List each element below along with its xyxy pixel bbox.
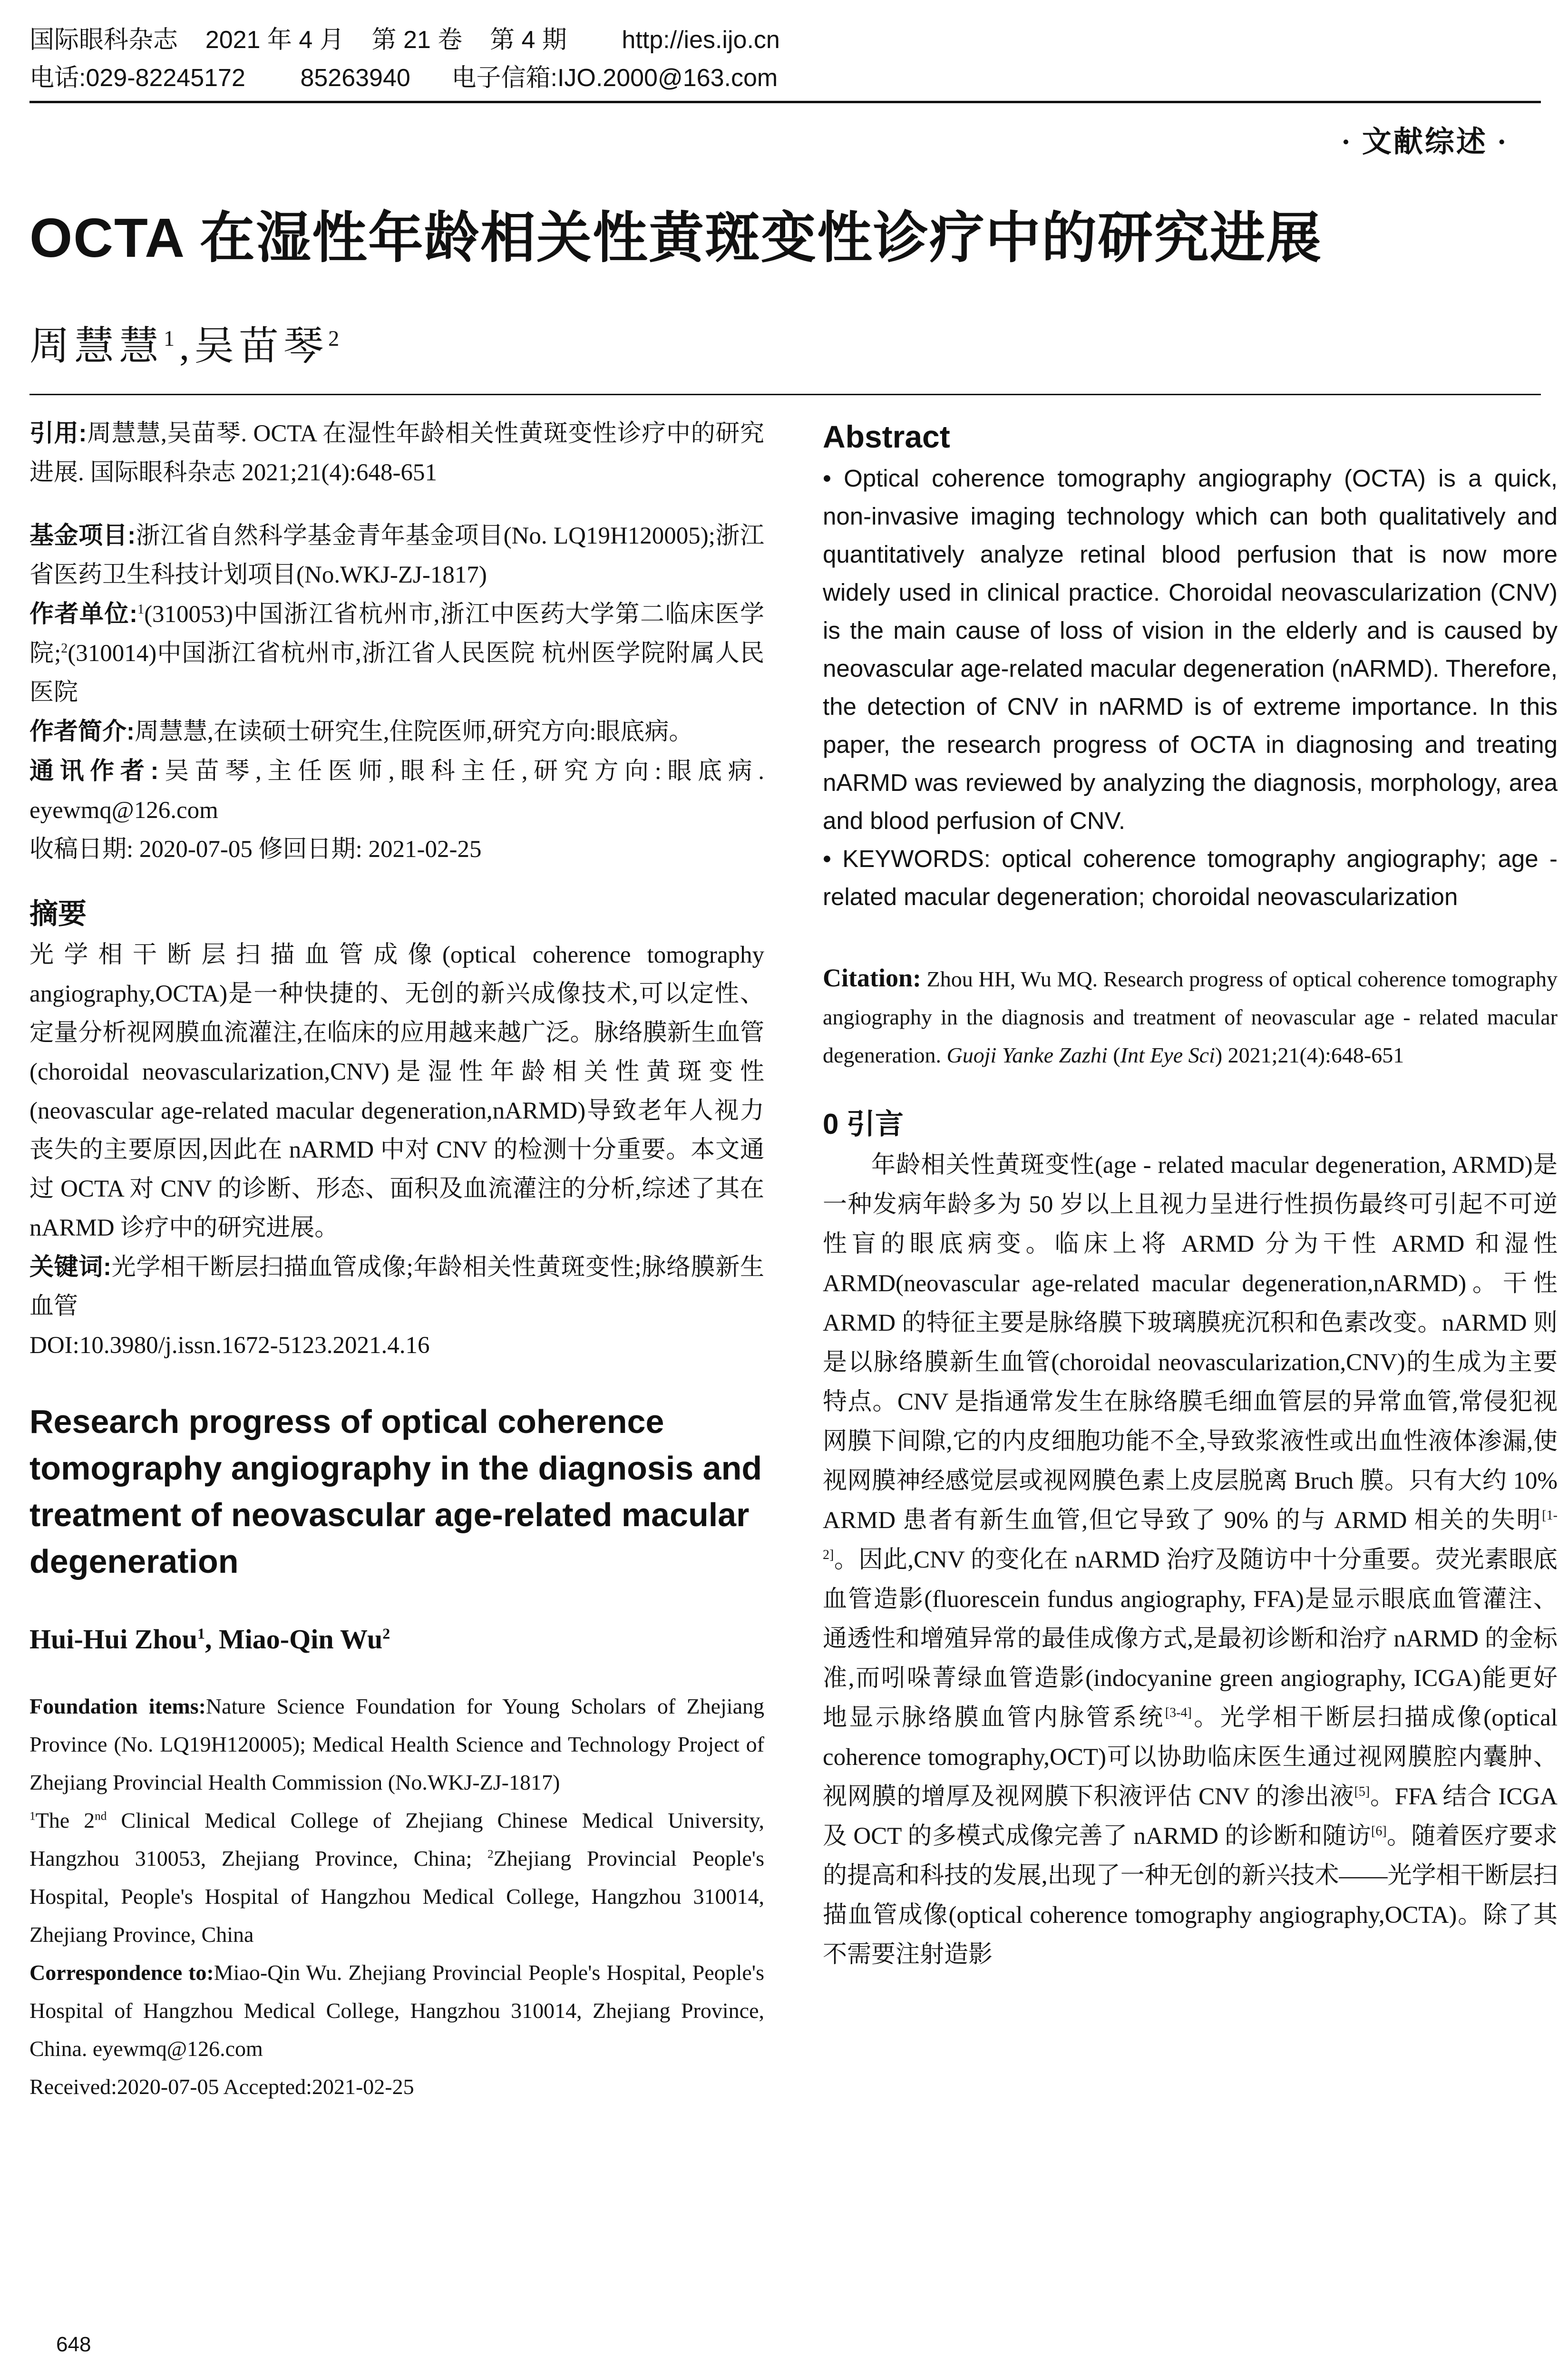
title-rule (29, 394, 1541, 395)
author-2-affil: 2 (328, 326, 344, 351)
citation-en: Citation: Zhou HH, Wu MQ. Research progress of optical coherence tomography angiography in the diagnosis and treatment of neovascular age - related macular degeneration. Guoji Yanke Zazhi (Int Eye Sci) 2021;21(4):648-651 (823, 964, 1558, 1067)
ref-6: [6] (1371, 1824, 1387, 1839)
intro-paragraph: 年龄相关性黄斑变性(age - related macular degeneration, ARMD)是一种发病年龄多为 50 岁以上且视力呈进行性损伤最终可引起不可逆性盲的眼底病变。临床上将 ARMD 分为干性 ARMD 和湿性 ARMD(neovascular age-related macular degeneration,nARMD)。干性 ARMD 的特征主要是脉络膜下玻璃膜疣沉积和色素改变。nARMD 则是以脉络膜新生血管(choroidal neovascularization,CNV)的生成为主要特点。CNV 是指通常发生在脉络膜毛细血管层的异常血管,常侵犯视网膜下间隙,它的内皮细胞功能不全,导致浆液性或出血性液体渗漏,使视网膜神经感觉层或视网膜色素上皮层脱离 Bruch 膜。只有大约 10% ARMD 患者有新生血管,但它导致了 90% 的与 ARMD 相关的失明[1-2]。因此,CNV 的变化在 nARMD 治疗及随访中十分重要。荧光素眼底血管造影(fluorescein fundus angiography, FFA)是显示眼底血管灌注、通透性和增殖异常的最佳成像方式,是最初诊断和治疗 nARMD 的金标准,而吲哚菁绿血管造影(indocyanine green angiography, ICGA)能更好地显示脉络膜血管内脉管系统[3-4]。光学相干断层扫描成像(optical coherence tomography,OCT)可以协助临床医生通过视网膜腔内囊肿、视网膜的增厚及视网膜下积液评估 CNV 的渗出液[5]。FFA 结合 ICGA 及 OCT 的多模式成像完善了 nARMD 的诊断和随访[6]。随着医疗要求的提高和科技的发展,出现了一种无创的新兴技术——光学相干断层扫描血管成像(optical coherence tomography angiography,OCTA)。除了其不需要注射造影 (823, 1152, 1558, 1968)
english-title: Research progress of optical coherence tomography angiography in the diagnosis and treatment of neovascular age-related macular degeneration (29, 1403, 762, 1580)
author-separator: , (179, 324, 195, 369)
foundation-en: Foundation items:Nature Science Foundation for Young Scholars of Zhejiang Province (No. LQ19H120005); Medical Health Science and Technology Project of Zhejiang Provincial Health Commission (No.WKJ-ZJ-1817) (29, 1694, 764, 1794)
affiliation-zh: 作者单位:$^1$(310053)中国浙江省杭州市,浙江中医药大学第二临床医学院;$^2$(310014)中国浙江省杭州市,浙江省人民医院 杭州医学院附属人民医院 (29, 600, 764, 706)
journal-header-line1: 国际眼科杂志 2021 年 4 月 第 21 卷 第 4 期 http://ies.ijo.cn (29, 26, 780, 54)
ref-1-2: [1-2] (823, 1508, 1558, 1562)
abstract-text-zh: 光学相干断层扫描血管成像(optical coherence tomography angiography,OCTA)是一种快捷的、无创的新兴成像技术,可以定性、定量分析视网膜血流灌注,在临床的应用越来越广泛。脉络膜新生血管(choroidal neovascularization,CNV)是湿性年龄相关性黄斑变性(neovascular age-related macular degeneration,nARMD)导致老年人视力丧失的主要原因,因此在 nARMD 中对 CNV 的检测十分重要。本文通过 OCTA 对 CNV 的诊断、形态、面积及血流灌注的分析,综述了其在 nARMD 诊疗中的研究进展。 (29, 942, 764, 1241)
keywords-en: • KEYWORDS: optical coherence tomography angiography; age - related macular degeneration; choroidal neovascularization (823, 845, 1558, 910)
author-2: 吴苗琴 (194, 324, 329, 369)
abstract-heading-zh: 摘要 (29, 898, 87, 930)
abstract-heading-en: Abstract (823, 419, 950, 454)
doi: DOI:10.3980/j.issn.1672-5123.2021.4.16 (29, 1332, 430, 1359)
section-label: · 文献综述 · (1341, 126, 1509, 158)
correspondence-zh: 通讯作者:吴苗琴,主任医师,眼科主任,研究方向:眼底病. eyewmq@126.com (29, 757, 765, 824)
dates-zh: 收稿日期: 2020-07-05 修回日期: 2021-02-25 (29, 836, 482, 863)
author-bio-zh: 作者简介:周慧慧,在读硕士研究生,住院医师,研究方向:眼底病。 (29, 718, 693, 745)
english-authors: Hui-Hui Zhou$^1$, Miao-Qin Wu$^2$ (29, 1624, 390, 1655)
journal-header-line2: 电话:029-82245172 85263940 电子信箱:IJO.2000@163.com (29, 64, 778, 92)
left-column (29, 414, 764, 2106)
authors (29, 314, 344, 371)
foundation-zh: 基金项目:浙江省自然科学基金青年基金项目(No. LQ19H120005);浙江省医药卫生科技计划项目(No.WKJ-ZJ-1817) (29, 522, 764, 588)
right-column (823, 414, 1558, 1975)
ref-3-4: [3-4] (1165, 1705, 1192, 1720)
citation-zh: 引用:周慧慧,吴苗琴. OCTA 在湿性年龄相关性黄斑变性诊疗中的研究进展. 国际眼科杂志 2021;21(4):648-651 (29, 419, 765, 486)
correspondence-en: Correspondence to:Miao-Qin Wu. Zhejiang Provincial People's Hospital, People's Hospital of Hangzhou Medical College, Hangzhou 310014, Zhejiang Province, China. eyewmq@126.com (29, 1960, 764, 2061)
author-1: 周慧慧 (29, 324, 164, 369)
article-title: OCTA 在湿性年龄相关性黄斑变性诊疗中的研究进展 (29, 207, 1322, 269)
intro-heading: 0 引言 (823, 1108, 904, 1140)
author-1-affil: 1 (164, 326, 180, 351)
keywords-zh: 关键词:光学相干断层扫描血管成像;年龄相关性黄斑变性;脉络膜新生血管 (29, 1253, 764, 1320)
abstract-text-en: • Optical coherence tomography angiography (OCTA) is a quick, non-invasive imaging technology which can both qualitatively and quantitatively analyze retinal blood perfusion that is now more widely used in clinical practice. Choroidal neovascularization (CNV) is the main cause of loss of vision in the elderly and is caused by neovascular age-related macular degeneration (nARMD). Therefore, the detection of CNV in nARMD is of extreme importance. In this paper, the research progress of OCTA in diagnosing and treating nARMD was reviewed by analyzing the diagnosis, morphology, area and blood perfusion of CNV. (823, 465, 1558, 834)
affiliation-en: $^1$The 2nd Clinical Medical College of Zhejiang Chinese Medical University, Hangzhou 310053, Zhejiang Province, China; $^2$Zhejiang Provincial People's Hospital, People's Hospital of Hangzhou Medical College, Hangzhou 310014, Zhejiang Province, China (29, 1808, 765, 1947)
dates-en: Received:2020-07-05 Accepted:2021-02-25 (29, 2075, 414, 2099)
header-rule (29, 101, 1541, 103)
ref-5: [5] (1354, 1784, 1370, 1799)
page-number: 648 (56, 2333, 91, 2356)
